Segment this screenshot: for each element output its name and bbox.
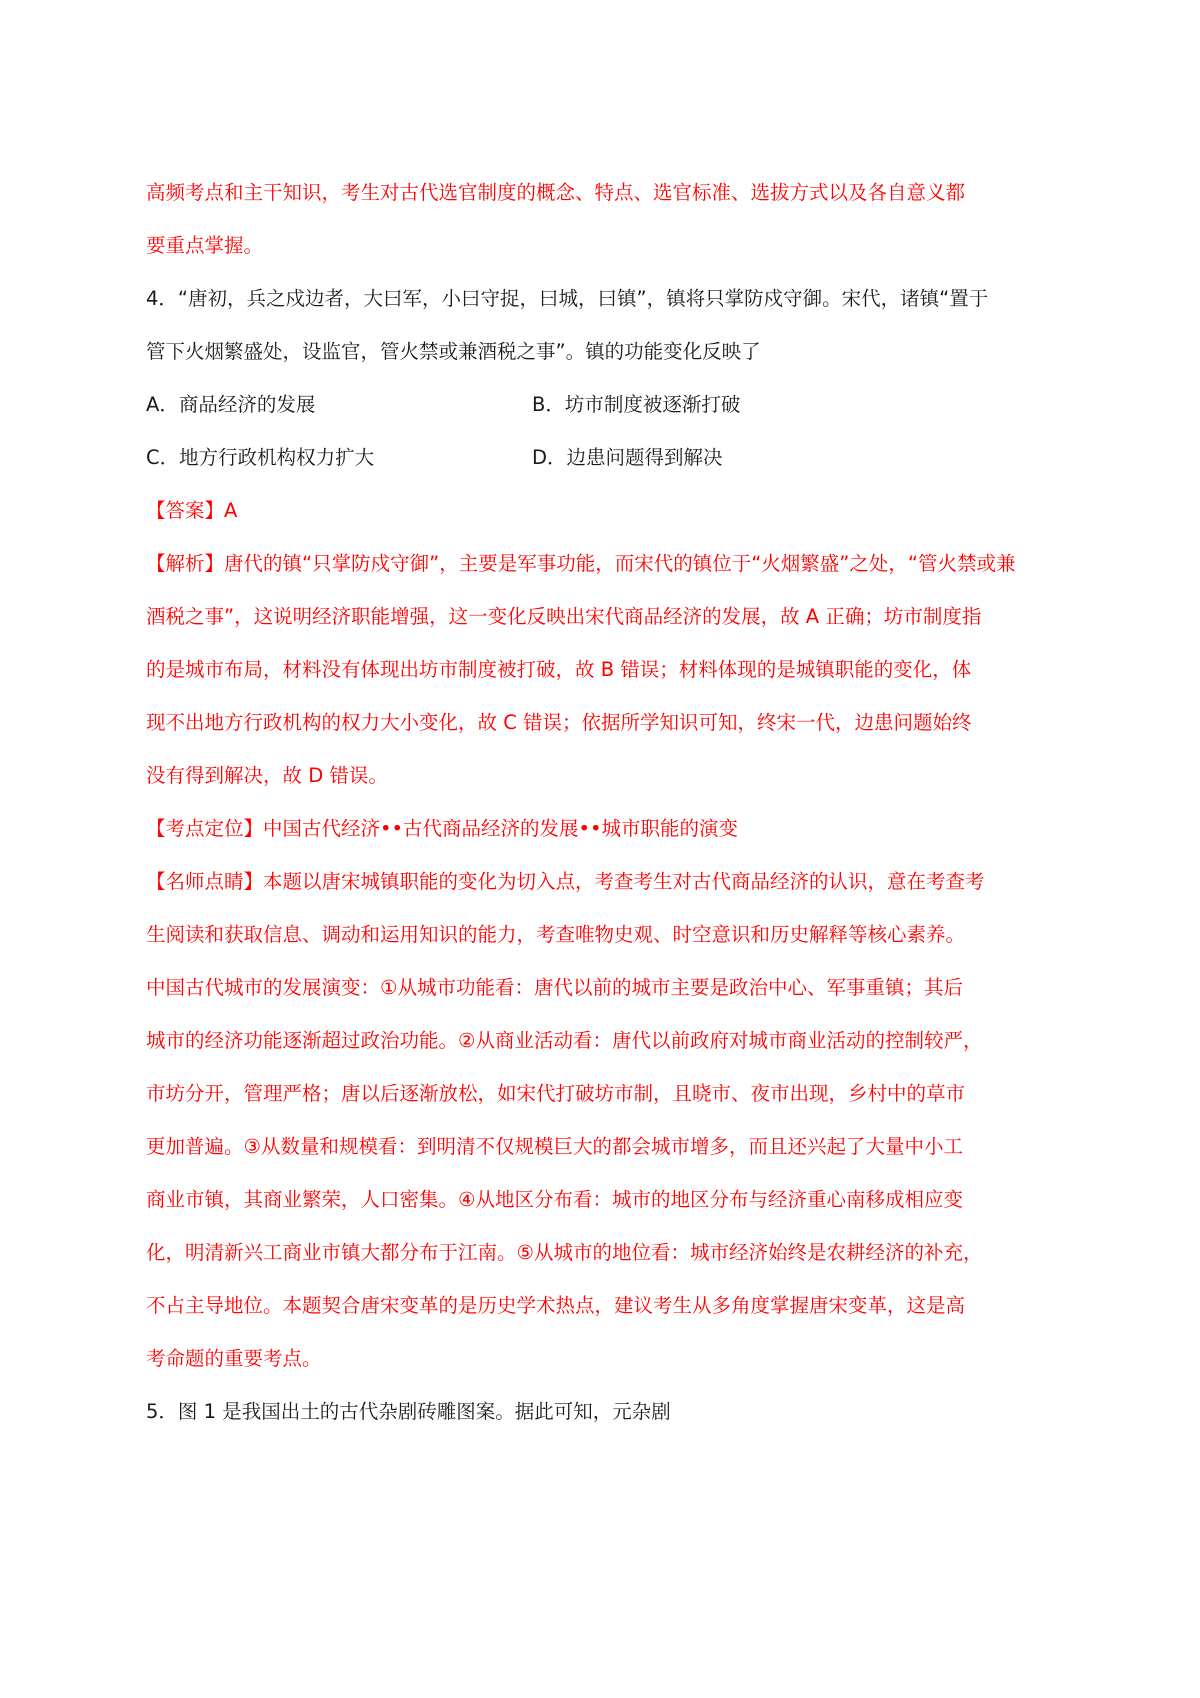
q4-analysis-line-2: 酒税之事”，这说明经济职能增强，这一变化反映出宋代商品经济的发展，故 A 正确；坊市制度指 xyxy=(146,605,982,628)
intro-line-2: 要重点掌握。 xyxy=(146,234,264,257)
q4-teacher-line-7: 商业市镇，其商业繁荣，人口密集。④从地区分布看：城市的地区分布与经济重心南移成相应变 xyxy=(146,1188,963,1211)
q4-teacher-line-9: 不占主导地位。本题契合唐宋变革的是历史学术热点，建议考生从多角度掌握唐宋变革，这是高 xyxy=(146,1294,966,1317)
q4-teacher-line-4: 城市的经济功能逐渐超过政治功能。②从商业活动看：唐代以前政府对城市商业活动的控制较严， xyxy=(146,1029,983,1052)
q4-teacher-line-5: 市坊分开，管理严格；唐以后逐渐放松，如宋代打破坊市制，且晓市、夜市出现，乡村中的草市 xyxy=(146,1082,966,1105)
q4-analysis-line-1: 【解析】唐代的镇“只掌防戍守御”，主要是军事功能，而宋代的镇位于“火烟繁盛”之处，“管火禁或兼 xyxy=(146,552,1016,575)
q4-analysis-line-4: 现不出地方行政机构的权力大小变化，故 C 错误；依据所学知识可知，终宋一代，边患问题始终 xyxy=(146,711,972,734)
q4-teacher-line-1: 【名师点睛】本题以唐宋城镇职能的变化为切入点，考查考生对古代商品经济的认识，意在考查考 xyxy=(146,870,985,893)
q4-teacher-line-3: 中国古代城市的发展演变：①从城市功能看：唐代以前的城市主要是政治中心、军事重镇；其后 xyxy=(146,976,963,999)
q4-analysis-line-3: 的是城市布局，材料没有体现出坊市制度被打破，故 B 错误；材料体现的是城镇职能的变化，体 xyxy=(146,658,972,681)
q5-stem: 5．图 1 是我国出土的古代杂剧砖雕图案。据此可知，元杂剧 xyxy=(146,1400,671,1423)
q4-knowledge-point: 【考点定位】中国古代经济••古代商品经济的发展••城市职能的演变 xyxy=(146,817,739,840)
q4-option-c: C．地方行政机构权力扩大 xyxy=(146,446,375,469)
q4-analysis-line-5: 没有得到解决，故 D 错误。 xyxy=(146,764,388,787)
q4-teacher-line-8: 化，明清新兴工商业市镇大都分布于江南。⑤从城市的地位看：城市经济始终是农耕经济的补充， xyxy=(146,1241,983,1264)
q4-stem-line-2: 管下火烟繁盛处，设监官，管火禁或兼酒税之事”。镇的功能变化反映了 xyxy=(146,340,761,363)
q4-teacher-line-10: 考命题的重要考点。 xyxy=(146,1347,322,1370)
q4-teacher-line-6: 更加普遍。③从数量和规模看：到明清不仅规模巨大的都会城市增多，而且还兴起了大量中小工 xyxy=(146,1135,963,1158)
q4-option-b: B．坊市制度被逐渐打破 xyxy=(532,393,741,416)
intro-line-1: 高频考点和主干知识，考生对古代选官制度的概念、特点、选官标准、选拔方式以及各自意义都 xyxy=(146,181,966,204)
q4-answer: 【答案】A xyxy=(146,499,238,522)
q4-teacher-line-2: 生阅读和获取信息、调动和运用知识的能力，考查唯物史观、时空意识和历史解释等核心素养。 xyxy=(146,923,966,946)
q4-stem-line-1: 4．“唐初，兵之戍边者，大曰军，小曰守捉，曰城，曰镇”，镇将只掌防戍守御。宋代，诸镇“置于 xyxy=(146,287,989,310)
q4-option-d: D．边患问题得到解决 xyxy=(532,446,723,469)
q4-option-a: A．商品经济的发展 xyxy=(146,393,316,416)
